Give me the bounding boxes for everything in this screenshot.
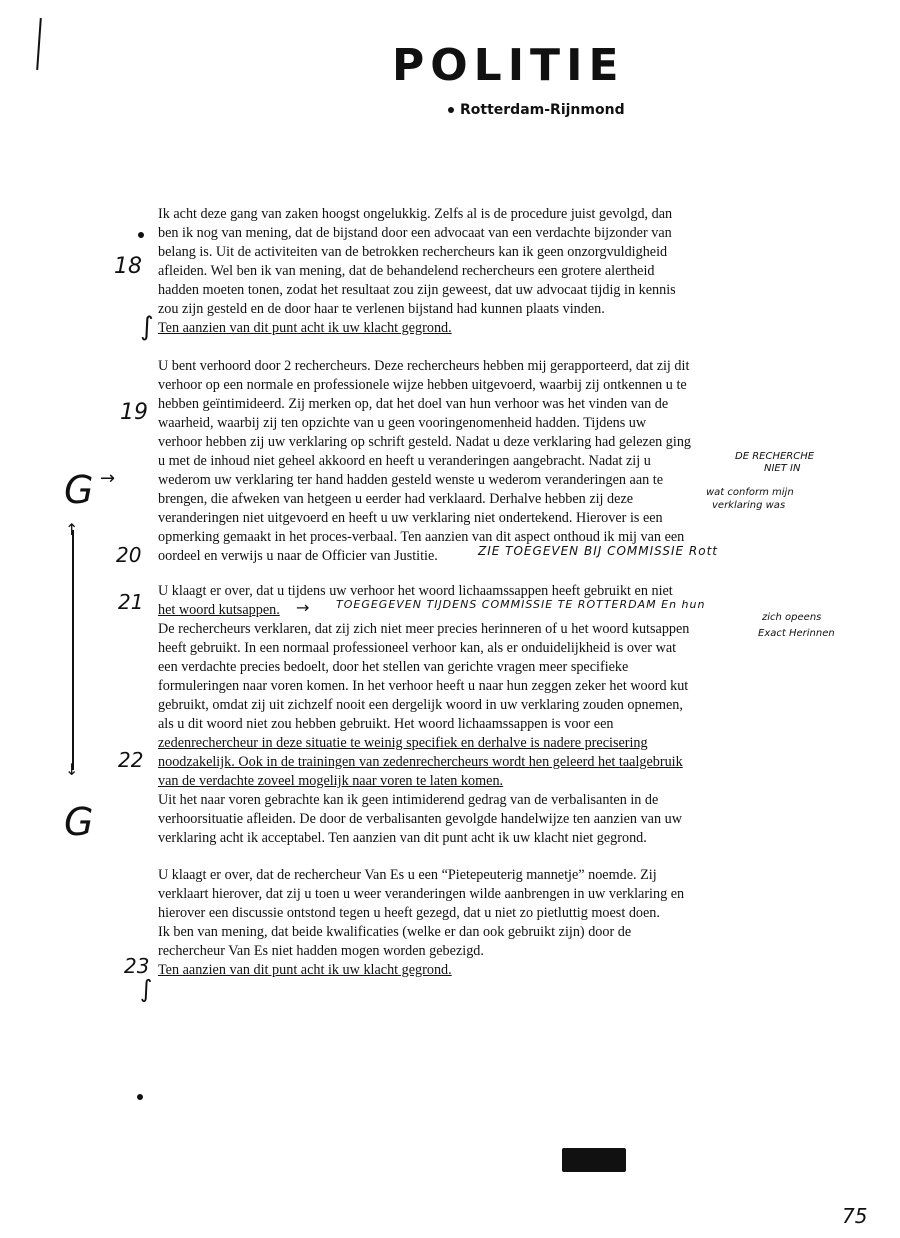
- p3-line-14: verklaring acht ik acceptabel. Ten aanzien van dit punt acht ik uw klacht niet gegrond.: [158, 830, 647, 846]
- p3-line-10: noodzakelijk. Ook in de trainingen van zedenrechercheurs wordt hen geleerd het taalgebruik: [158, 754, 683, 770]
- p4-line-3: hierover een discussie ontstond tegen u heeft gezegd, dat u niet zo pietluttig moest doen.: [158, 905, 660, 921]
- p3-line-6: formuleringen naar voren komen. In het verhoor heeft u naar hun zeggen zeker het woord kut: [158, 678, 689, 694]
- margin-arrow-line: [72, 530, 74, 770]
- handwritten-number-22: 22: [118, 748, 144, 772]
- p4-line-2: verklaart hierover, dat zij u toen u weer veranderingen wilde aanbrengen in uw verklaring en: [158, 886, 685, 902]
- p4-line-4: Ik ben van mening, dat beide kwalificaties (welke er dan ook gebruikt zijn) door de: [158, 924, 632, 940]
- p1-line-4: afleiden. Wel ben ik van mening, dat de behandelend rechercheurs een grotere alertheid: [158, 263, 655, 279]
- bullet-mark: [137, 1094, 143, 1100]
- margin-stroke: [36, 18, 42, 70]
- p2-line-8: brengen, die afweken van hetgeen u eerder had verklaard. Derhalve hebben zij deze: [158, 491, 634, 507]
- p1-line-6: zou zijn gesteld en de door haar te verlenen bijstand had kunnen plaats vinden.: [158, 301, 605, 317]
- p3-line-9: zedenrechercheur in deze situatie te weinig specifiek en derhalve is nadere precisering: [158, 735, 648, 751]
- p2-line-4: waarheid, waarbij zij ten opzichte van u geen vooringenomenheid hadden. Tijdens uw: [158, 415, 647, 431]
- p4-line-5: rechercheur Van Es niet hadden mogen worden gebezigd.: [158, 943, 484, 959]
- p1-line-1: Ik acht deze gang van zaken hoogst ongelukkig. Zelfs al is de procedure juist gevolgd, dan: [158, 206, 673, 222]
- p3-line-1: U klaagt er over, dat u tijdens uw verhoor het woord lichaamssappen heeft gebruikt en niet: [158, 583, 673, 599]
- bullet-icon: [448, 107, 454, 113]
- margin-s-mark: ∫: [140, 975, 153, 1003]
- p3-line-7: gebruikt, omdat zij uit zichzelf nooit een dergelijk woord in uw verklaring zouden opnemen,: [158, 697, 683, 713]
- handwritten-page-number: 75: [842, 1204, 868, 1228]
- handwritten-number-21: 21: [118, 590, 144, 614]
- p2-line-5: verhoor hebben zij uw verklaring op schrift gesteld. Nadat u deze verklaring had gelezen ging: [158, 434, 692, 450]
- p2-line-1: U bent verhoord door 2 rechercheurs. Deze rechercheurs hebben mij gerapporteerd, dat zij dit: [158, 358, 690, 374]
- arrow-down-icon: ↓: [65, 760, 79, 779]
- p1-line-3: belang is. Uit de activiteiten van de betrokken rechercheurs kan ik geen onzorgvuldigheid: [158, 244, 668, 260]
- handwritten-number-18: 18: [114, 254, 142, 279]
- p3-line-13: verhoorsituatie afleiden. De door de verbalisanten gevolgde handelwijze ten aanzien van uw: [158, 811, 682, 827]
- p2-line-7: wederom uw verklaring ter hand hadden gesteld wenste u wederom veranderingen aan te: [158, 472, 664, 488]
- p3-line-3: De rechercheurs verklaren, dat zij zich niet meer precies herinneren of u het woord kutsappen: [158, 621, 690, 637]
- p1-line-2: ben ik nog van mening, dat de bijstand door een advocaat van een verdachte bijzonder van: [158, 225, 672, 241]
- p1-line-5: hadden moeten tonen, zodat het resultaat zou zijn geweest, dat uw advocaat tijdig in kennis: [158, 282, 676, 298]
- p2-line-10: opmerking gemaakt in het proces-verbaal. Ten aanzien van dit aspect onthoud ik mij van een: [158, 529, 685, 545]
- p2-line-3: hebben geïntimideerd. Zij merken op, dat het doel van hun verhoor was het vinden van de: [158, 396, 669, 412]
- handwritten-number-23: 23: [124, 954, 150, 978]
- note-exact-herinnen: Exact Herinnen: [758, 628, 835, 639]
- p3-line-2: het woord kutsappen.: [158, 602, 280, 618]
- note-niet-in: NIET IN: [764, 463, 801, 474]
- note-toegegeven-tijdens: TOEGEGEVEN TIJDENS COMMISSIE TE ROTTERDAM En hun: [336, 598, 706, 611]
- arrow-right-icon: →: [296, 598, 310, 617]
- margin-s-mark: ∫: [140, 312, 154, 342]
- note-de-recherche: DE RECHERCHE: [735, 451, 815, 462]
- note-zich-opeens: zich opeens: [762, 612, 822, 623]
- p2-line-11: oordeel en verwijs u naar de Officier van Justitie.: [158, 548, 438, 564]
- p2-line-2: verhoor op een normale en professionele wijze hebben uitgevoerd, waarbij zij ontkennen u te: [158, 377, 687, 393]
- p3-line-8: als u dit woord niet zou hebben gebruikt. Het woord lichaamssappen is voor een: [158, 716, 614, 732]
- p3-line-11: van de verdachte zoveel mogelijk naar voren te laten komen.: [158, 773, 504, 789]
- arrow-up-icon: ↑: [65, 520, 79, 539]
- handwritten-number-19: 19: [120, 400, 148, 425]
- p3-line-5: een verdachte precies bedoelt, door het stellen van gerichte vragen meer specifieke: [158, 659, 629, 675]
- logo-region: [448, 102, 625, 118]
- note-wat-conform: wat conform mijn: [706, 487, 794, 498]
- region-name: Rotterdam-Rijnmond: [460, 102, 625, 118]
- handwritten-number-20: 20: [116, 543, 142, 567]
- p2-line-6: u met de inhoud niet geheel akkoord en heeft u veranderingen aangebracht. Nadat zij u: [158, 453, 651, 469]
- handwritten-g-top: G: [64, 468, 94, 512]
- footer-logo-stamp: [562, 1148, 626, 1172]
- p4-line-6: Ten aanzien van dit punt acht ik uw klacht gegrond.: [158, 962, 452, 978]
- p3-line-4: heeft gebruikt. In een normaal professioneel verhoor kan, als er onduidelijkheid is over wat: [158, 640, 677, 656]
- bullet-mark: [138, 232, 144, 238]
- p4-line-1: U klaagt er over, dat de rechercheur Van Es u een “Pietepeuterig mannetje” noemde. Zij: [158, 867, 657, 883]
- note-verklaring-was: verklaring was: [712, 500, 786, 511]
- arrow-right-icon: →: [100, 468, 116, 489]
- note-zie-toegeven: ZIE TOEGEVEN BIJ COMMISSIE Rott: [478, 544, 719, 558]
- politie-logo: POLITIE: [392, 40, 625, 91]
- handwritten-g-bottom: G: [64, 800, 94, 844]
- p1-line-7: Ten aanzien van dit punt acht ik uw klacht gegrond.: [158, 320, 452, 336]
- p3-line-12: Uit het naar voren gebrachte kan ik geen intimiderend gedrag van de verbalisanten in de: [158, 792, 659, 808]
- p2-line-9: veranderingen niet uitgevoerd en heeft u uw verklaring niet ondertekend. Hierover is een: [158, 510, 663, 526]
